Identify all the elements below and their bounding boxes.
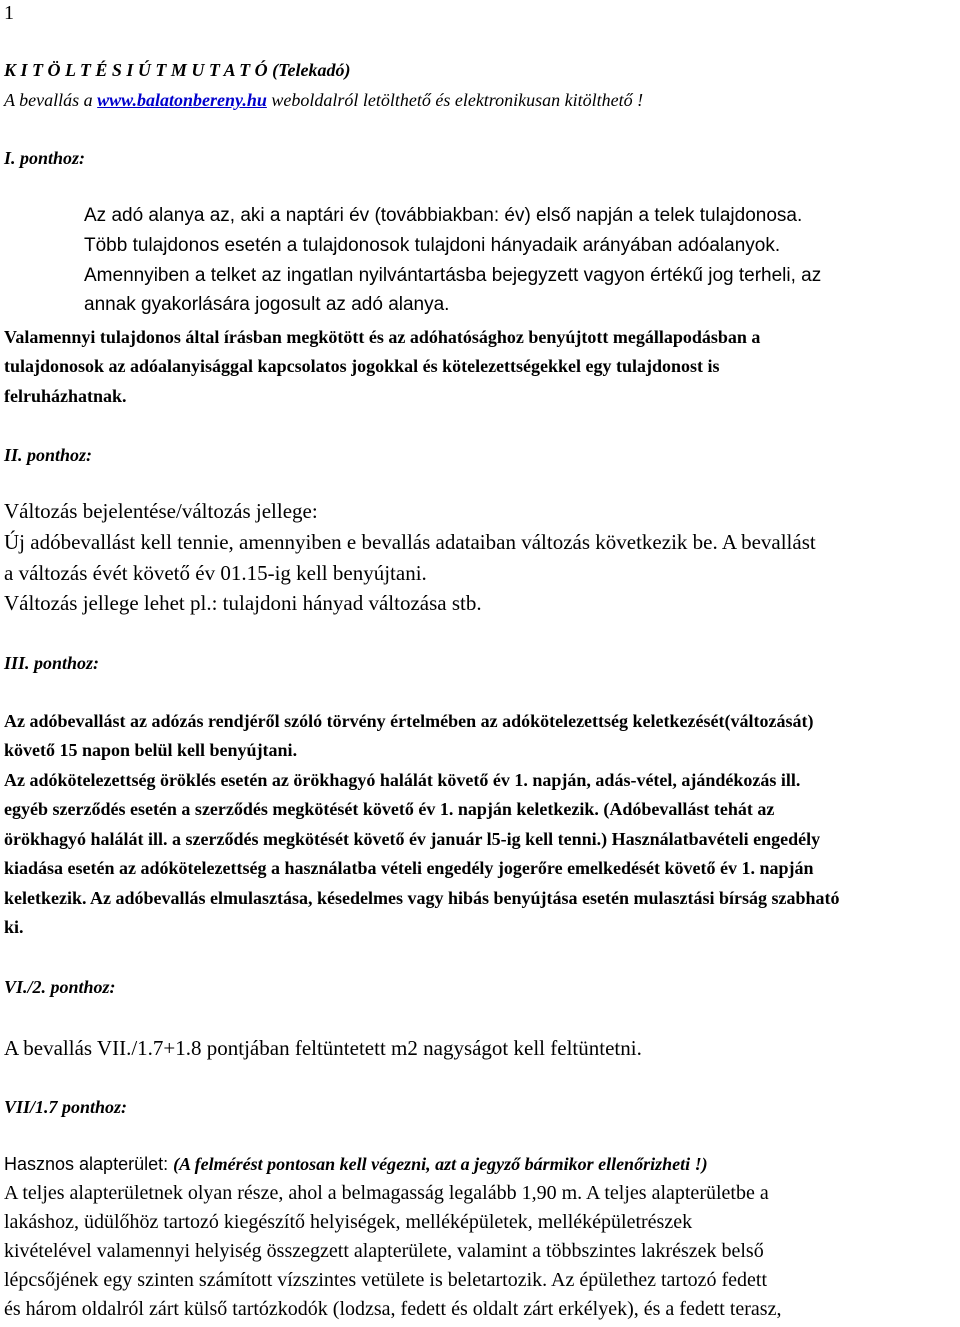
section-3-line-6: kiadása esetén az adókötelezettség a használatba vételi engedély jogerőre emelkedését követő év 1. napján [4,858,814,878]
section-2-line-3: a változás évét követő év 01.15-ig kell benyújtani. [4,561,427,585]
section-1-heading: I. ponthoz: [4,148,86,168]
section-5-heading: VII/1.7 ponthoz: [4,1097,128,1117]
section-5-intro-plain: Hasznos alapterület: [4,1154,174,1174]
section-1-line-1: Az adó alanya az, aki a naptári év (továbbiakban: év) első napján a telek tulajdonosa. [84,205,803,226]
section-1-bold-line-1: Valamennyi tulajdonos által írásban megkötött és az adóhatósághoz benyújtott megállapodásban a [4,327,761,347]
section-2-line-2: Új adóbevallást kell tennie, amennyiben e bevallás adataiban változás következik be. A bevallást [4,530,816,554]
section-3-line-4: egyéb szerződés esetén a szerződés megkötését követő év 1. napján keletkezik. (Adóbevallást tehát az [4,799,775,819]
section-3-line-5: örökhagyó halálát ill. a szerződés megkötését követő év január l5-ig kell tenni.) Használatbavételi engedély [4,829,821,849]
section-5-line-4: lépcsőjének egy szinten számított vízszintes vetülete is beletartozik. Az épülethez tartozó fedett [4,1269,768,1291]
section-3-line-1: Az adóbevallást az adózás rendjéről szóló törvény értelmében az adókötelezettség keletkezését(változását) [4,711,814,731]
section-5-line-5: és három oldalról zárt külső tartózkodók (lodzsa, fedett és oldalt zárt erkélyek), és a fedett terasz, [4,1298,782,1320]
section-3-line-7: keletkezik. Az adóbevallás elmulasztása, késedelmes vagy hibás benyújtása esetén mulasztási bírság szabható [4,888,840,908]
section-2-line-4: Változás jellege lehet pl.: tulajdoni hányad változása stb. [4,591,482,615]
section-1-bold-line-3: felruházhatnak. [4,386,127,406]
website-link[interactable]: www.balatonbereny.hu [97,90,267,110]
subtitle-text-before: A bevallás a [4,90,98,110]
document-subtitle [4,88,956,113]
subtitle-text-after: weboldalról letölthető és elektronikusan kitölthető ! [266,90,644,110]
section-2-line-1: Változás bejelentése/változás jellege: [4,499,318,523]
section-4-heading: VI./2. ponthoz: [4,977,116,997]
section-5-line-2: lakáshoz, üdülőhöz tartozó kiegészítő helyiségek, melléképületek, melléképületrészek [4,1211,693,1233]
section-3-line-2: követő 15 napon belül kell benyújtani. [4,740,298,760]
section-1-bold-line-2: tulajdonosok az adóalanyisággal kapcsolatos jogokkal és kötelezettségekkel egy tulajdonost is [4,356,720,376]
section-1-line-3: Amennyiben a telket az ingatlan nyilvántartásba bejegyzett vagyon értékű jog terheli, az [84,265,822,286]
section-4-text: A bevallás VII./1.7+1.8 pontjában feltüntetett m2 nagyságot kell feltüntetni. [4,1036,642,1060]
section-5-line-3: kivételével valamennyi helyiség összegzett alapterülete, valamint a többszintes lakrészek belső [4,1240,764,1262]
page-number: 1 [4,2,14,24]
section-1-line-2: Több tulajdonos esetén a tulajdonosok tulajdoni hányadaik arányában adóalanyok. [84,235,781,256]
section-5-intro [4,1152,956,1177]
section-5-line-1: A teljes alapterületnek olyan része, ahol a belmagasság legalább 1,90 m. A teljes alapterületbe a [4,1182,769,1204]
document-title: K I T Ö L T É S I Ú T M U T A T Ó (Telekadó) [4,60,351,80]
section-3-line-3: Az adókötelezettség öröklés esetén az örökhagyó halálát követő év 1. napján, adás-vétel, ajándékozás ill. [4,770,801,790]
section-3-heading: III. ponthoz: [4,653,100,673]
section-1-line-4: annak gyakorlására jogosult az adó alanya. [84,294,450,315]
section-2-heading: II. ponthoz: [4,445,93,465]
section-5-intro-bold: (A felmérést pontosan kell végezni, azt a jegyző bármikor ellenőrizheti !) [173,1154,708,1174]
section-3-line-8: ki. [4,917,24,937]
